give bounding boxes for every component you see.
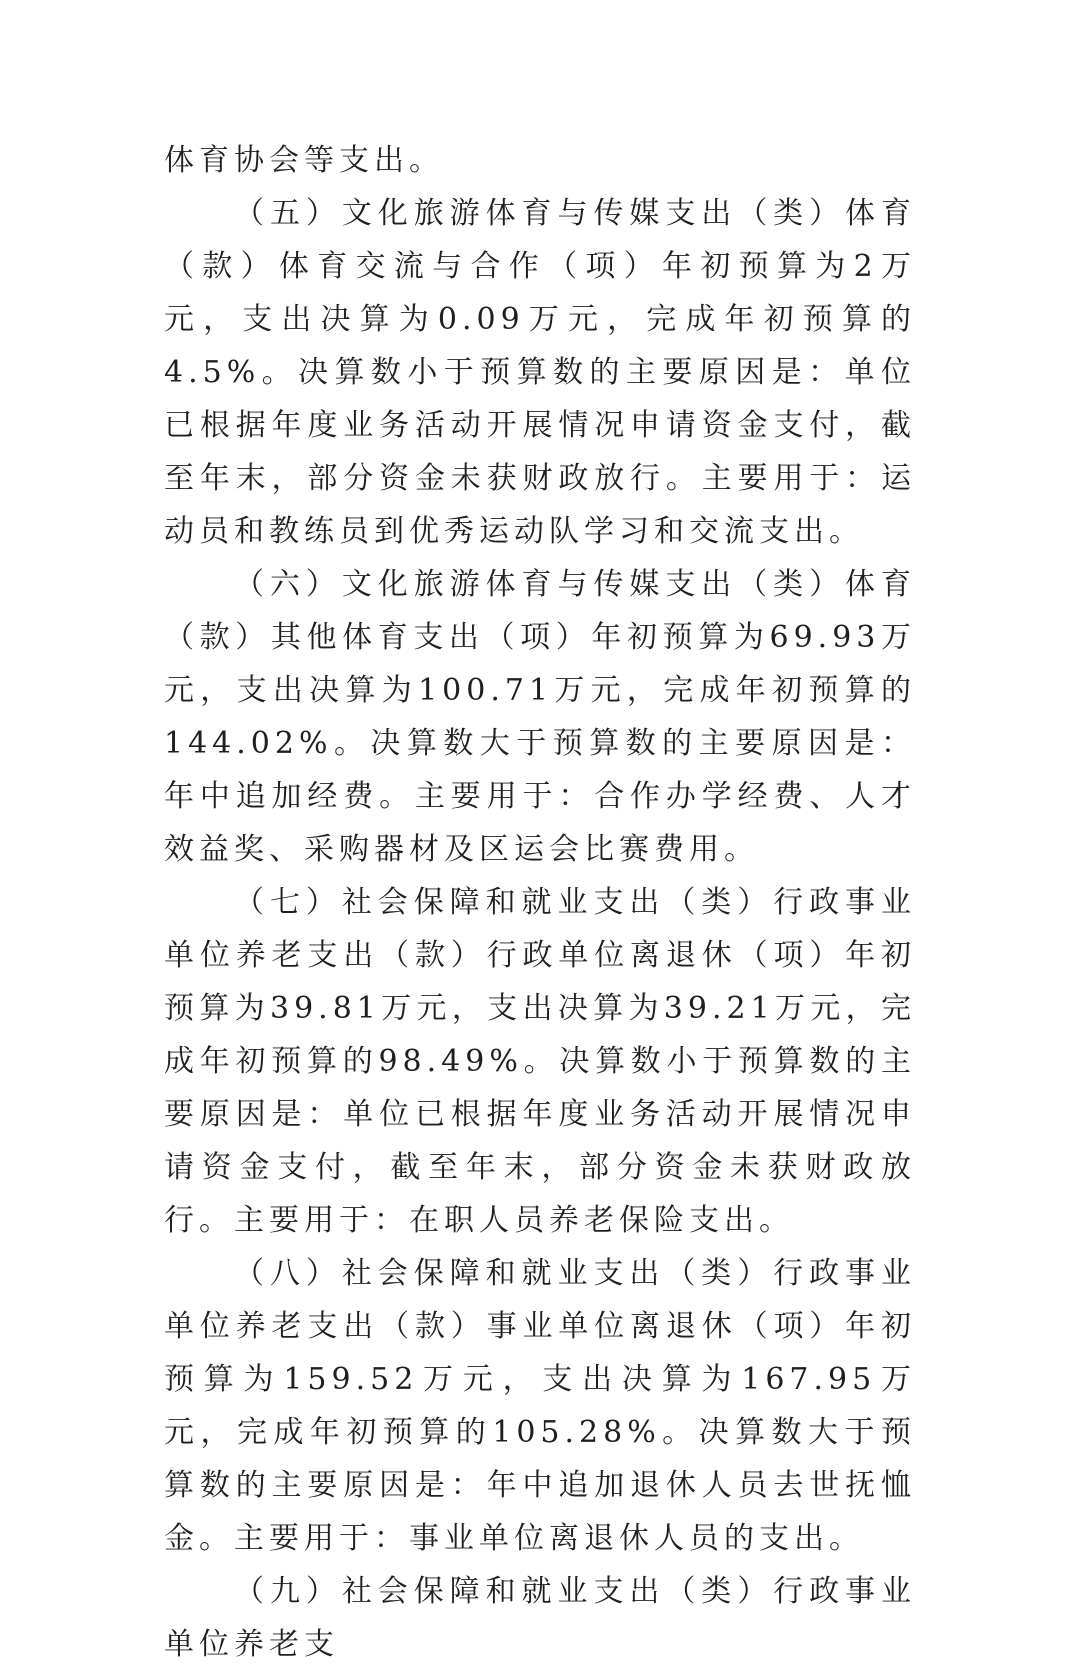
paragraph-item-6: （六）文化旅游体育与传媒支出（类）体育（款）其他体育支出（项）年初预算为69.93万元，支出决算为100.71万元，完成年初预算的144.02%。决算数大于预算数的主要原因是：年中追加经费。主要用于：合作办学经费、人才效益奖、采购器材及区运会比赛费用。 [164, 567, 916, 867]
paragraph-item-5: （五）文化旅游体育与传媒支出（类）体育（款）体育交流与合作（项）年初预算为2万元，支出决算为0.09万元，完成年初预算的4.5%。决算数小于预算数的主要原因是：单位已根据年度业务活动开展情况申请资金支付，截至年末，部分资金未获财政放行。主要用于：运动员和教练员到优秀运动队学习和交流支出。 [164, 196, 916, 549]
paragraph-item-7: （七）社会保障和就业支出（类）行政事业单位养老支出（款）行政单位离退休（项）年初预算为39.81万元，支出决算为39.21万元，完成年初预算的98.49%。决算数小于预算数的主要原因是：单位已根据年度业务活动开展情况申请资金支付，截至年末，部分资金未获财政放行。主要用于：在职人员养老保险支出。 [164, 885, 916, 1238]
body-text [164, 134, 916, 1671]
paragraph-continuation: 体育协会等支出。 [164, 143, 444, 178]
paragraph-item-9: （九）社会保障和就业支出（类）行政事业单位养老支 [164, 1574, 916, 1662]
paragraph-item-8: （八）社会保障和就业支出（类）行政事业单位养老支出（款）事业单位离退休（项）年初预算为159.52万元，支出决算为167.95万元，完成年初预算的105.28%。决算数大于预算数的主要原因是：年中追加退休人员去世抚恤金。主要用于：事业单位离退休人员的支出。 [164, 1256, 916, 1556]
